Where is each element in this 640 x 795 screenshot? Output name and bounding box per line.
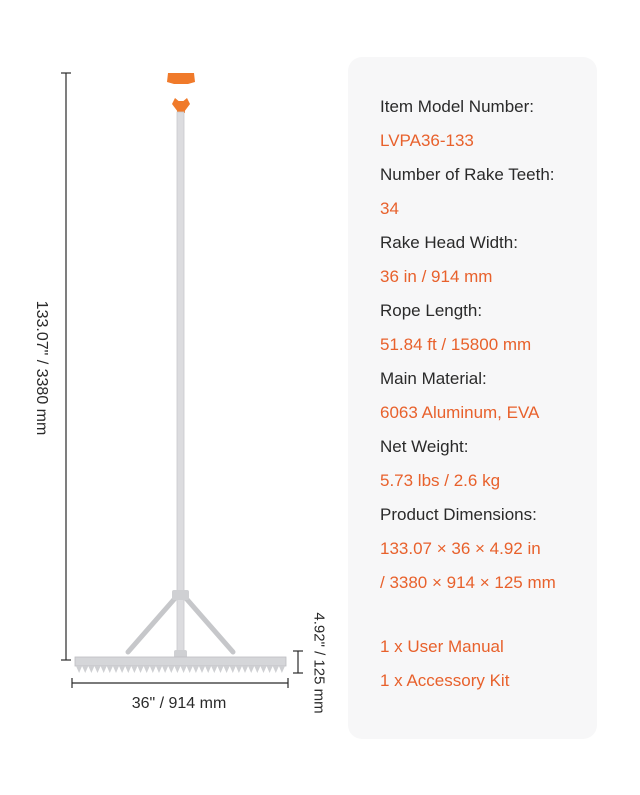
spec-label: Rope Length:	[380, 301, 483, 320]
spec-label: Net Weight:	[380, 437, 469, 456]
spec-list	[380, 97, 600, 607]
spec-row-material	[380, 369, 600, 437]
spec-label: Product Dimensions:	[380, 505, 537, 524]
width-dimension-line	[72, 678, 288, 688]
include-item: 1 x Accessory Kit	[380, 671, 510, 690]
spec-row-head-width	[380, 233, 600, 301]
spec-value: 34	[380, 199, 399, 218]
spec-value: 5.73 lbs / 2.6 kg	[380, 471, 501, 490]
head-height-dimension-label: 4.92" / 125 mm	[310, 612, 328, 714]
spec-row-teeth	[380, 165, 600, 233]
width-dimension-label: 36" / 914 mm	[131, 695, 227, 712]
rake-head	[75, 657, 286, 673]
spec-value: LVPA36-133	[380, 131, 474, 150]
spec-label: Item Model Number:	[380, 97, 534, 116]
height-dimension-label: 133.07" / 3380 mm	[33, 300, 50, 436]
rake-handle-grip	[167, 73, 195, 113]
spec-row-rope	[380, 301, 600, 369]
spec-row-model	[380, 97, 600, 165]
include-item: 1 x User Manual	[380, 637, 504, 656]
spec-value: 51.84 ft / 15800 mm	[380, 335, 532, 354]
rake-pole	[177, 112, 184, 662]
package-includes	[380, 637, 509, 705]
spec-row-dimensions	[380, 505, 600, 607]
spec-value	[380, 539, 600, 607]
spec-label: Rake Head Width:	[380, 233, 518, 252]
height-dimension-line	[61, 73, 71, 660]
spec-value: 36 in / 914 mm	[380, 267, 493, 286]
spec-row-weight	[380, 437, 600, 505]
spec-value: 6063 Aluminum, EVA	[380, 403, 540, 422]
spec-card	[348, 57, 597, 739]
spec-label: Main Material:	[380, 369, 487, 388]
spec-label: Number of Rake Teeth:	[380, 165, 555, 184]
head-height-dimension-line	[293, 651, 303, 673]
dimensions-line-mm: / 3380 × 914 × 125 mm	[380, 573, 556, 592]
dimensions-line-in: 133.07 × 36 × 4.92 in	[380, 539, 541, 558]
